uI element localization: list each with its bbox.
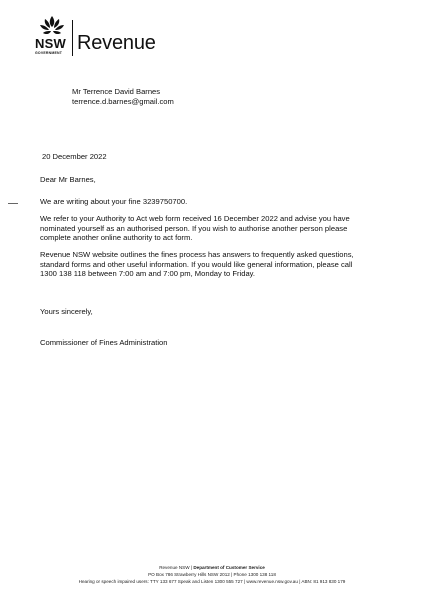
footer-org: Revenue NSW | bbox=[159, 565, 194, 570]
logo-government-text: GOVERNMENT bbox=[35, 51, 63, 55]
waratah-icon bbox=[38, 14, 66, 38]
paragraph-fine-reference: We are writing about your fine 3239750700. bbox=[40, 197, 188, 206]
closing: Yours sincerely, bbox=[40, 307, 93, 316]
fold-mark bbox=[8, 203, 18, 204]
paragraph-authority-line-3: complete another online authority to act form. bbox=[40, 233, 193, 242]
signature: Commissioner of Fines Administration bbox=[40, 338, 168, 347]
recipient-name: Mr Terrence David Barnes bbox=[72, 87, 161, 96]
logo-nsw-text: NSW bbox=[35, 36, 66, 51]
logo-revenue-text: Revenue bbox=[77, 32, 156, 54]
footer-department: Department of Customer Service bbox=[193, 565, 265, 570]
footer-line-1 bbox=[0, 565, 424, 571]
revenue-nsw-logo bbox=[35, 14, 165, 64]
letter-date: 20 December 2022 bbox=[42, 152, 107, 161]
paragraph-website-line-2: standard forms and other useful information. If you would like general information, please call bbox=[40, 259, 353, 269]
logo-divider bbox=[72, 20, 73, 56]
paragraph-authority-line-2: nominated yourself as an authorised person. If you wish to authorise another person please bbox=[40, 223, 348, 233]
paragraph-website-line-1: Revenue NSW website outlines the fines process has answers to frequently asked questions, bbox=[40, 250, 354, 259]
footer-contact: Hearing or speech impaired users: TTY 133 677 Speak and Listen 1300 555 727 | www.revenue.nsw.gov.au | ABN: 81 913 830 179 bbox=[78, 579, 346, 584]
salutation: Dear Mr Barnes, bbox=[40, 175, 96, 184]
recipient-email: terrence.d.barnes@gmail.com bbox=[72, 97, 174, 106]
paragraph-authority-line-1: We refer to your Authority to Act web form received 16 December 2022 and advise you have bbox=[40, 214, 350, 223]
paragraph-website-line-3: 1300 138 118 between 7:00 am and 7:00 pm, Monday to Friday. bbox=[40, 269, 256, 278]
footer-address: PO Box 786 Strawberry Hills NSW 2012 | Phone 1300 138 118 bbox=[148, 572, 276, 577]
